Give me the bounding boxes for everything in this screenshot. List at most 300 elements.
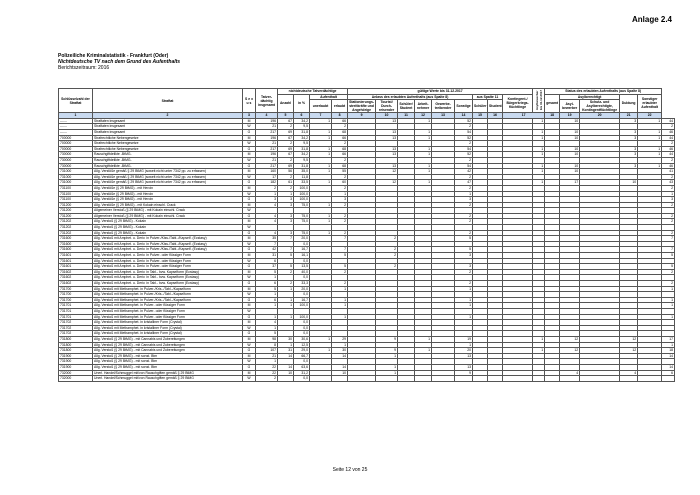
statistics-table — [58, 88, 675, 382]
column-number: 13 — [432, 113, 455, 119]
column-number: 4 — [256, 113, 278, 119]
cell-value: 1 — [332, 191, 348, 197]
cell-offence: Allg. Verstoß mit Methamphet. in Pulver-/Kris.-/Tabl.-/Kapselform — [93, 297, 243, 303]
cell-key: 731702 — [59, 320, 93, 326]
cell-value: 0,0 — [294, 325, 310, 331]
cell-value: 1 — [310, 129, 332, 135]
cell-value: 63,6 — [294, 364, 310, 370]
cell-value: 17 — [560, 180, 580, 186]
cell-sex: G — [243, 297, 256, 303]
cell-value: 13,5 — [294, 264, 310, 270]
cell-offence: Allg. Verstöße (§ 29 BtMG) - mit Heroin — [93, 191, 243, 197]
cell-value: 66 — [332, 152, 348, 158]
cell-value: 2 — [256, 376, 278, 382]
cell-offence: Allg. Verstoß (§ 29 BtMG) - mit sonst. Btm — [93, 364, 243, 370]
cell-value — [376, 376, 398, 382]
column-number: 10 — [376, 113, 398, 119]
cell-value: 3 — [620, 135, 638, 141]
cell-value: 13 — [376, 135, 398, 141]
cell-value: 2 — [376, 264, 398, 270]
cell-sex: G — [243, 213, 256, 219]
cell-value: 5 — [455, 236, 473, 242]
col-schutz: Schutz- und Asylberechtigte, Kontingentflüchtlinge — [580, 100, 620, 113]
cell-value: 2 — [278, 281, 294, 287]
cell-value: 21 — [256, 124, 278, 130]
cell-value: 1 — [256, 359, 278, 365]
cell-value: 2 — [662, 124, 675, 130]
col-group-gueltig: gültige Werte bis 31.12.2017 — [348, 89, 533, 95]
cell-value: 29,0 — [294, 348, 310, 354]
cell-sex: W — [243, 275, 256, 281]
cell-value: 61 — [278, 180, 294, 186]
cell-value: 0,0 — [294, 258, 310, 264]
cell-value: 4 — [256, 230, 278, 236]
cell-value: 1 — [533, 169, 545, 175]
cell-value: 34,2 — [294, 118, 310, 124]
cell-sex: G — [243, 364, 256, 370]
cell-value: 2 — [278, 141, 294, 147]
cell-value: 3 — [455, 264, 473, 270]
cell-key: 730000 — [59, 163, 93, 169]
cell-sex: G — [243, 129, 256, 135]
cell-value: 10 — [278, 370, 294, 376]
cell-key: 731200 — [59, 213, 93, 219]
cell-value — [638, 376, 662, 382]
cell-value: 2 — [278, 174, 294, 180]
cell-value: 9 — [376, 336, 398, 342]
cell-value: 1 — [310, 230, 332, 236]
col-group-anlass: Anlass des erlaubten Aufenthalts (aus Spalte 8) — [348, 94, 473, 100]
cell-value: 2 — [332, 230, 348, 236]
cell-value: 14 — [278, 364, 294, 370]
cell-sex: M — [243, 236, 256, 242]
cell-value: 1 — [533, 348, 545, 354]
cell-value: 0,0 — [294, 292, 310, 298]
cell-value: 7 — [278, 236, 294, 242]
cell-value: 60 — [332, 180, 348, 186]
cell-key: 732000 — [59, 376, 93, 382]
cell-value: 1 — [256, 325, 278, 331]
cell-value — [398, 376, 415, 382]
cell-value: 6 — [256, 258, 278, 264]
cell-key: 731202 — [59, 230, 93, 236]
cell-value: 1 — [415, 169, 432, 175]
cell-value: 69 — [278, 129, 294, 135]
cell-value: 1 — [256, 303, 278, 309]
cell-value: 100,0 — [294, 185, 310, 191]
table-body — [59, 118, 675, 381]
table-header — [59, 89, 675, 119]
cell-value: 5 — [332, 253, 348, 259]
col-asylbewerber-vertical: Asylbewerber bis 31.12.2017 — [533, 89, 545, 113]
cell-value: 1 — [278, 314, 294, 320]
cell-offence: Allg. Verstoß mit Methamphet. in Pulver- oder flüssiger Form — [93, 314, 243, 320]
cell-value: 10 — [560, 146, 580, 152]
column-number: 16 — [488, 113, 503, 119]
cell-offence: Allg. Verstoß mit Methamphet. in Pulver- oder flüssiger Form — [93, 308, 243, 314]
cell-key: 730000 — [59, 152, 93, 158]
cell-offence: Allg. Verstoß mit Amphet. u. Deriv. in Pulver-/Kiss-/Tabl.-/Kapself. (Ecstasy) — [93, 247, 243, 253]
cell-value: 217 — [256, 129, 278, 135]
cell-sex: M — [243, 336, 256, 342]
cell-value: 12,5 — [294, 342, 310, 348]
cell-sex: M — [243, 169, 256, 175]
col-unerlaubt: unerlaubt — [310, 100, 332, 113]
cell-value: 75,0 — [294, 230, 310, 236]
cell-value: 2 — [332, 219, 348, 225]
cell-value: 1 — [310, 213, 332, 219]
cell-key: 731700 — [59, 292, 93, 298]
cell-value: 1 — [310, 348, 332, 354]
cell-value: 20 — [455, 348, 473, 354]
cell-value: 1 — [455, 342, 473, 348]
cell-offence: Allg. Verstoß mit Methamphet. in kristalliner Form (Crystal) — [93, 331, 243, 337]
cell-sex: G — [243, 163, 256, 169]
cell-value: 1 — [310, 219, 332, 225]
cell-offence: Allg. Verstöße gemäß § 29 BtMG (soweit nicht unter 7342 pp. zu erfassen) — [93, 180, 243, 186]
cell-value: 75,0 — [294, 219, 310, 225]
cell-value: 2 — [332, 141, 348, 147]
cell-value: 37 — [256, 264, 278, 270]
cell-value: 17 — [256, 174, 278, 180]
cell-offence: Allg. Verstoß mit Amphet. u. Deriv. in Tabl.- bzw. Kapselform (Ecstasy) — [93, 275, 243, 281]
cell-key: 731701 — [59, 308, 93, 314]
cell-sex: G — [243, 180, 256, 186]
cell-value: 4 — [256, 320, 278, 326]
column-number: 21 — [620, 113, 638, 119]
cell-value — [278, 376, 294, 382]
column-number: 11 — [398, 113, 415, 119]
cell-offence: Allg. Verstoß mit Amphet. u. Deriv. in Pulver-/Kiss-/Tabl.-/Kapself. (Ecstasy) — [93, 236, 243, 242]
cell-value: 46 — [662, 129, 675, 135]
cell-offence: Allg. Verstoß (§ 29 BtMG) - Kokain — [93, 225, 243, 231]
col-group-asylberechtigt: Asylberechtigt — [560, 94, 620, 100]
statistics-table-wrap — [58, 88, 675, 382]
cell-value: 2 — [455, 124, 473, 130]
cell-value: 2 — [332, 213, 348, 219]
cell-offence: Unerl. Handel/Schmuggel mit/von Rauschgiften gemäß § 29 BtMG — [93, 376, 243, 382]
cell-value: 34,2 — [294, 135, 310, 141]
cell-value: 1 — [533, 118, 545, 124]
cell-value: 2 — [662, 157, 675, 163]
cell-sex: G — [243, 197, 256, 203]
cell-offence: Allgemeiner Verstoß (§ 29 BtMG) - mit Kokain einschl. Crack — [93, 208, 243, 214]
cell-value: 1 — [533, 135, 545, 141]
cell-value: 7 — [278, 247, 294, 253]
cell-value: 2 — [662, 269, 675, 275]
column-number: 17 — [503, 113, 545, 119]
cell-value: 1 — [455, 297, 473, 303]
cell-offence: Allg. Verstoß mit Methamphet. in Pulver-/Kris.-/Tabl.-/Kapselform — [93, 286, 243, 292]
cell-value: 6 — [662, 370, 675, 376]
cell-sex: W — [243, 208, 256, 214]
cell-value: 1 — [533, 163, 545, 169]
cell-sex: G — [243, 281, 256, 287]
cell-value: 13 — [376, 118, 398, 124]
cell-value: 5 — [278, 253, 294, 259]
cell-value: 100,0 — [294, 197, 310, 203]
cell-offence: Rauschgiftdelikte -BtMG- — [93, 163, 243, 169]
cell-value: 3 — [455, 197, 473, 203]
cell-sex: G — [243, 247, 256, 253]
cell-offence: Allg. Verstoß mit Methamphet. in kristalliner Form (Crystal) — [93, 325, 243, 331]
cell-offence: Allg. Verstoß mit Amphet. u. Deriv. in Pulver- oder flüssiger Form — [93, 258, 243, 264]
cell-value: 1 — [415, 152, 432, 158]
cell-key: 731000 — [59, 174, 93, 180]
cell-value: 1 — [278, 191, 294, 197]
cell-value: 1 — [415, 146, 432, 152]
cell-value — [348, 376, 376, 382]
cell-offence: Straftaten insgesamt — [93, 118, 243, 124]
cell-value: 14 — [662, 364, 675, 370]
cell-value: 2 — [278, 124, 294, 130]
col-arbeitnehmer: Arbeit-nehmer — [415, 100, 432, 113]
cell-value: 2 — [662, 202, 675, 208]
cell-value: 16,7 — [294, 297, 310, 303]
col-group-aufenthalt: Aufenthalt — [310, 94, 348, 100]
cell-value: 1 — [415, 348, 432, 354]
cell-key: 730000 — [59, 157, 93, 163]
cell-value: 21 — [256, 353, 278, 359]
cell-value: 5 — [455, 247, 473, 253]
cell-value: 1 — [533, 146, 545, 152]
cell-value: 2 — [278, 269, 294, 275]
cell-value: 5 — [662, 253, 675, 259]
cell-value: 2 — [455, 174, 473, 180]
cell-value: 3 — [256, 197, 278, 203]
cell-key: 731900 — [59, 359, 93, 365]
cell-value: 9,5 — [294, 141, 310, 147]
cell-key: 700000 — [59, 141, 93, 147]
cell-value: 4 — [560, 370, 580, 376]
cell-value: 52 — [455, 118, 473, 124]
cell-value: 31,2 — [294, 370, 310, 376]
cell-value: 68 — [332, 163, 348, 169]
cell-value: 3 — [662, 197, 675, 203]
cell-value: 67 — [278, 118, 294, 124]
cell-value: 196 — [256, 135, 278, 141]
cell-value: 52 — [455, 152, 473, 158]
cell-sex: M — [243, 286, 256, 292]
cell-value: 2 — [455, 213, 473, 219]
cell-value: 2 — [332, 185, 348, 191]
report-subtitle: Nichtdeutsche TV nach dem Grund des Aufenthalts — [58, 59, 181, 65]
cell-sex: M — [243, 269, 256, 275]
cell-value — [662, 376, 675, 382]
cell-value — [580, 376, 620, 382]
cell-value — [533, 376, 545, 382]
cell-value: 44 — [662, 152, 675, 158]
cell-offence: Allg. Verstoß (§ 29 BtMG) - mit sonst. Btm — [93, 359, 243, 365]
cell-value: 42 — [256, 247, 278, 253]
column-number: 20 — [580, 113, 620, 119]
cell-value: 34,2 — [294, 152, 310, 158]
cell-sex: W — [243, 342, 256, 348]
cell-value: 13 — [376, 163, 398, 169]
cell-offence: Allg. Verstoß mit Amphet. u. Deriv. in Tabl.- bzw. Kapselform (Ecstasy) — [93, 281, 243, 287]
cell-value: 2 — [662, 230, 675, 236]
cell-value: 41 — [662, 169, 675, 175]
col-gesamt: gesamt — [545, 94, 560, 113]
cell-value: 55 — [332, 169, 348, 175]
cell-value: 75,0 — [294, 202, 310, 208]
cell-sex: M — [243, 370, 256, 376]
cell-value: 33,5 — [294, 180, 310, 186]
cell-value: 1 — [376, 353, 398, 359]
cell-sex: W — [243, 225, 256, 231]
cell-value: 67 — [278, 152, 294, 158]
cell-value — [473, 376, 488, 382]
cell-value: 4 — [256, 219, 278, 225]
cell-value: 2 — [332, 281, 348, 287]
cell-value: 33,3 — [294, 281, 310, 287]
cell-value: 21 — [256, 157, 278, 163]
cell-offence: Allg. Verstoß mit Amphet. u. Deriv. in Pulver-/Kiss-/Tabl.-/Kapself. (Ecstasy) — [93, 241, 243, 247]
cell-value: 16,1 — [294, 253, 310, 259]
cell-value: 3 — [620, 129, 638, 135]
cell-offence: Allg. Verstoß mit Methamphet. in kristalliner Form (Crystal) — [93, 320, 243, 326]
cell-value: 17 — [662, 336, 675, 342]
cell-value: 1 — [533, 129, 545, 135]
cell-value: 30,6 — [294, 336, 310, 342]
cell-value: 1 — [415, 135, 432, 141]
cell-value: 13 — [376, 129, 398, 135]
cell-value: 1 — [638, 135, 662, 141]
col-gewerbe: Gewerbe-treibender — [432, 100, 455, 113]
cell-value: 0,0 — [294, 331, 310, 337]
cell-value: 31 — [278, 348, 294, 354]
cell-value: 54 — [455, 129, 473, 135]
cell-value: 9 — [376, 348, 398, 354]
cell-value: 29 — [332, 336, 348, 342]
cell-value — [488, 376, 503, 382]
cell-sex: W — [243, 141, 256, 147]
cell-value: 5 — [332, 264, 348, 270]
cell-value: 13 — [376, 152, 398, 158]
col-stationierung: Stationierungs-streitkräfte und Angehörige — [349, 100, 374, 113]
column-number: 3 — [243, 113, 256, 119]
cell-value: 31,8 — [294, 163, 310, 169]
cell-value: 12 — [620, 336, 638, 342]
cell-key: ------ — [59, 129, 93, 135]
column-number: 8 — [332, 113, 348, 119]
cell-value: 2 — [662, 213, 675, 219]
cell-value: 100,0 — [294, 303, 310, 309]
cell-offence: Allg. Verstöße gemäß § 29 BtMG (soweit nicht unter 7342 pp. zu erfassen) — [93, 169, 243, 175]
cell-value: 30 — [278, 336, 294, 342]
cell-offence: Allg. Verstoß (§ 29 BtMG) - Kokain — [93, 219, 243, 225]
cell-value: 1 — [278, 303, 294, 309]
cell-sex: W — [243, 124, 256, 130]
cell-value: 1 — [455, 314, 473, 320]
cell-value — [560, 376, 580, 382]
cell-offence: Strafrechtliche Nebengesetze — [93, 141, 243, 147]
cell-value: 107 — [256, 348, 278, 354]
cell-value: 1 — [310, 118, 332, 124]
cell-sex: W — [243, 376, 256, 382]
col-group-aus11: aus Spalte 11 — [473, 94, 503, 100]
cell-value: 7 — [332, 247, 348, 253]
cell-sex: W — [243, 258, 256, 264]
cell-value: 2 — [278, 157, 294, 163]
cell-value: 217 — [256, 163, 278, 169]
cell-value — [503, 376, 533, 382]
cell-value: 1 — [533, 152, 545, 158]
cell-value: 2 — [455, 219, 473, 225]
cell-value: 3 — [278, 197, 294, 203]
cell-value: 31 — [256, 253, 278, 259]
cell-value — [310, 376, 332, 382]
cell-offence: Allg. Verstöße gemäß § 29 BtMG (soweit nicht unter 7342 pp. zu erfassen) — [93, 174, 243, 180]
cell-value: 2 — [376, 236, 398, 242]
cell-value — [455, 376, 473, 382]
cell-value: 7 — [332, 236, 348, 242]
col-duldung: Duldung — [620, 94, 638, 113]
cell-key: 731702 — [59, 331, 93, 337]
cell-value: 7 — [256, 241, 278, 247]
cell-sex: W — [243, 308, 256, 314]
cell-value — [332, 376, 348, 382]
cell-value: 2 — [455, 185, 473, 191]
cell-value: 12 — [560, 348, 580, 354]
cell-value: 0,0 — [294, 359, 310, 365]
cell-offence: Allg. Verstoß (§ 29 BtMG) - mit sonst. Btm — [93, 353, 243, 359]
cell-key: 731701 — [59, 303, 93, 309]
cell-value: 66 — [332, 135, 348, 141]
table-row — [59, 376, 675, 382]
cell-value: 10 — [560, 135, 580, 141]
cell-offence: Allg. Verstoß (§ 29 BtMG) - mit Cannabis und Zubereitungen — [93, 348, 243, 354]
cell-value: 2 — [332, 157, 348, 163]
cell-sex: G — [243, 264, 256, 270]
cell-value: 9,5 — [294, 157, 310, 163]
cell-value: 2 — [278, 185, 294, 191]
cell-value: 1 — [455, 191, 473, 197]
cell-value: 31,8 — [294, 129, 310, 135]
cell-value: 19 — [455, 336, 473, 342]
cell-key: 731701 — [59, 314, 93, 320]
cell-value: 1 — [310, 180, 332, 186]
cell-value: 4 — [256, 213, 278, 219]
cell-value: 44 — [662, 135, 675, 141]
cell-value: 46 — [662, 163, 675, 169]
cell-value: 100,0 — [294, 191, 310, 197]
cell-value: 8 — [256, 342, 278, 348]
cell-value: 1 — [278, 297, 294, 303]
cell-key: 700000 — [59, 146, 93, 152]
cell-value: 12 — [376, 180, 398, 186]
cell-value: 1 — [310, 146, 332, 152]
cell-value: 66 — [332, 118, 348, 124]
cell-offence: Allg. Verstoß (§ 29 BtMG) - Kokain — [93, 230, 243, 236]
cell-value: 1 — [310, 163, 332, 169]
cell-offence: Strafrechtliche Nebengesetze — [93, 135, 243, 141]
cell-key: 731202 — [59, 225, 93, 231]
cell-value: 68 — [332, 129, 348, 135]
cell-key: 731900 — [59, 364, 93, 370]
cell-value: 6 — [256, 297, 278, 303]
cell-value: 1 — [638, 163, 662, 169]
column-number: 12 — [415, 113, 432, 119]
col-sonstige: Sonstige — [455, 100, 473, 113]
cell-offence: Straftaten insgesamt — [93, 129, 243, 135]
cell-key: 731600 — [59, 236, 93, 242]
cell-sex: G — [243, 314, 256, 320]
col-anzahl: Anzahl — [278, 94, 294, 113]
cell-value: 10 — [332, 370, 348, 376]
cell-key: 700000 — [59, 135, 93, 141]
cell-sex: W — [243, 325, 256, 331]
